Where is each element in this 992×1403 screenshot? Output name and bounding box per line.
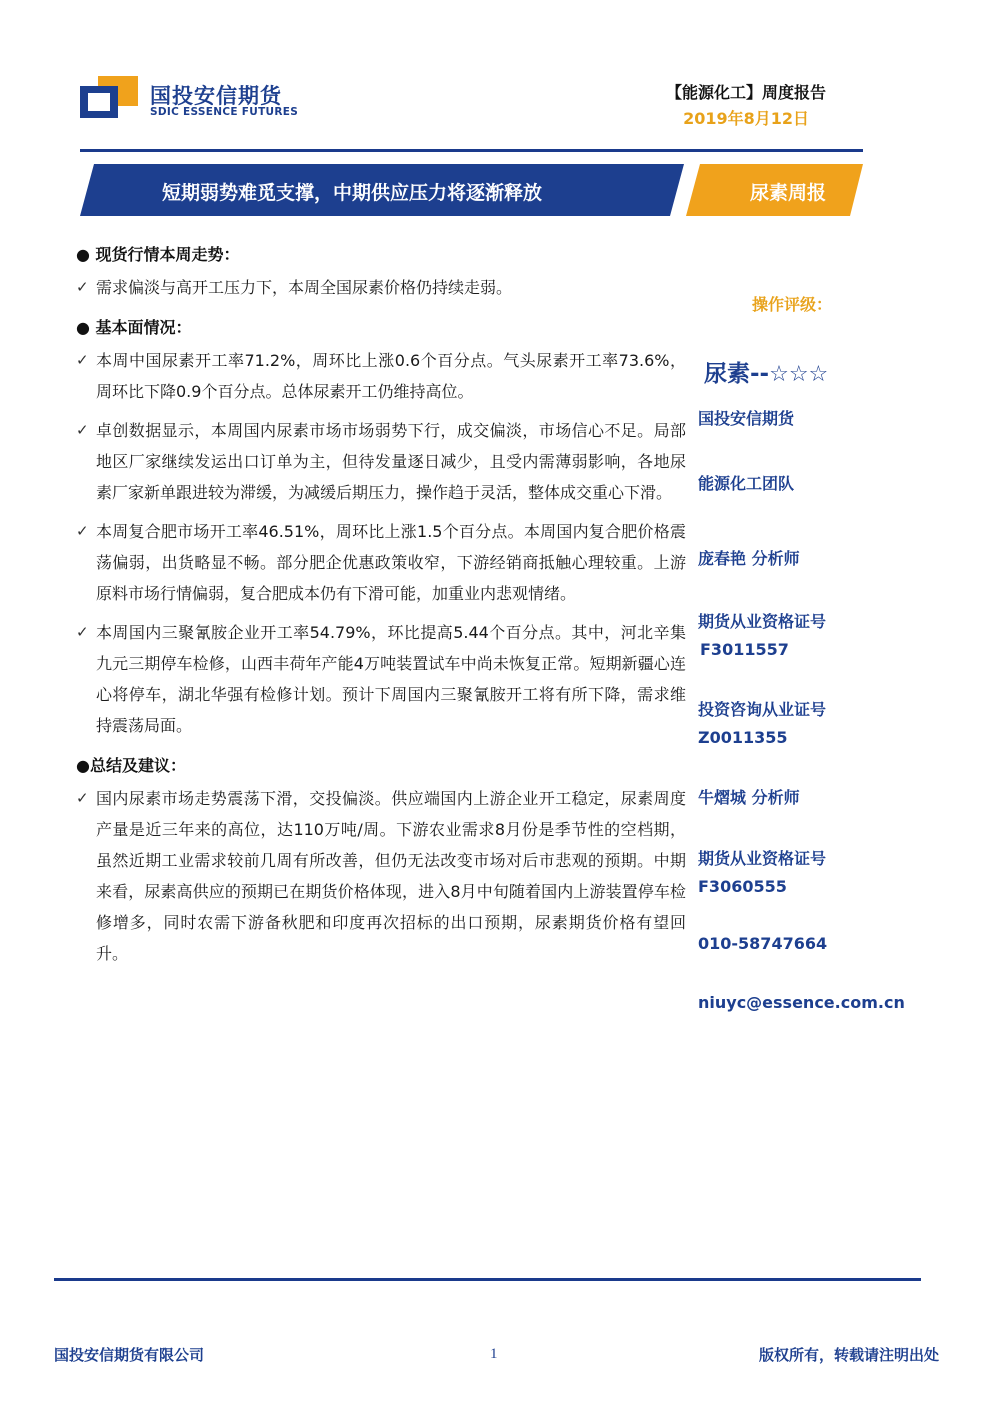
report-headline: 短期弱势难觅支撑，中期供应压力将逐渐释放: [162, 182, 543, 204]
bullet-item: [76, 516, 686, 609]
rating-label: 操作评级：: [752, 295, 833, 314]
cert-label: 期货从业资格证号: [698, 849, 827, 868]
bullet-text: 需求偏淡与高开工压力下，本周全国尿素价格仍持续走弱。: [96, 278, 513, 297]
checkmark-icon: ✓: [76, 278, 89, 296]
bullet-item: [76, 415, 686, 508]
bullet-item: [76, 345, 686, 407]
rating-product: 尿素--: [704, 361, 770, 387]
report-type: 【能源化工】周度报告: [665, 83, 826, 102]
bullet-text: 卓创数据显示，本周国内尿素市场市场弱势下行，成交偏淡，市场信心不足。局部地区厂家继续发运出口订单为主，但待发量逐日减少，且受内需薄弱影响，各地尿素厂家新单跟进较为滞缓，为减缓后期压力，操作趋于灵活，整体成交重心下滑。: [96, 421, 686, 502]
footer-copyright: 版权所有，转载请注明出处: [758, 1346, 939, 1364]
header-divider: [80, 149, 863, 152]
cert-number: F3060555: [698, 877, 787, 896]
analyst-name: 庞春艳 分析师: [698, 549, 800, 568]
company-name-cn: 国投安信期货: [150, 84, 282, 108]
phone-number: 010-58747664: [698, 934, 828, 953]
cert-label: 期货从业资格证号: [698, 612, 827, 631]
checkmark-icon: ✓: [76, 351, 89, 369]
page-number: 1: [490, 1346, 498, 1362]
section-heading: ● 现货行情本周走势：: [76, 245, 240, 264]
sidebar-team: 能源化工团队: [698, 474, 795, 493]
footer-divider: [54, 1278, 921, 1281]
checkmark-icon: ✓: [76, 421, 89, 439]
analyst-name: 牛熠城 分析师: [698, 788, 800, 807]
checkmark-icon: ✓: [76, 789, 89, 807]
checkmark-icon: ✓: [76, 522, 89, 540]
bullet-item: [76, 783, 686, 969]
report-tag: 尿素周报: [750, 182, 827, 204]
report-date: 2019年8月12日: [683, 109, 809, 128]
cert-number: F3011557: [700, 640, 789, 659]
company-name-en: SDIC ESSENCE FUTURES: [150, 106, 299, 118]
bullet-text: 本周复合肥市场开工率46.51%，周环比上涨1.5个百分点。本周国内复合肥价格震荡偏弱，出货略显不畅。部分肥企优惠政策收窄，下游经销商抵触心理较重。上游原料市场行情偏弱，复合肥成本仍有下滑可能，加重业内悲观情绪。: [96, 522, 686, 603]
report-body: [76, 238, 686, 977]
bullet-item: [76, 617, 686, 741]
bullet-text: 本周中国尿素开工率71.2%，周环比上涨0.6个百分点。气头尿素开工率73.6%，周环比下降0.9个百分点。总体尿素开工仍维持高位。: [96, 351, 686, 401]
company-logo-icon: [80, 76, 138, 118]
footer-company: 国投安信期货有限公司: [54, 1346, 205, 1364]
email-address: niuyc@essence.com.cn: [698, 993, 905, 1012]
section-heading: ●总结及建议：: [76, 756, 186, 775]
checkmark-icon: ✓: [76, 623, 89, 641]
section-heading: ● 基本面情况：: [76, 318, 192, 337]
bullet-text: 本周国内三聚氰胺企业开工率54.79%，环比提高5.44个百分点。其中，河北辛集九元三期停车检修，山西丰荷年产能4万吨装置试车中尚未恢复正常。短期新疆心连心将停车，湖北华强有检修计划。预计下周国内三聚氰胺开工将有所下降，需求维持震荡局面。: [96, 623, 686, 735]
sidebar-company: 国投安信期货: [698, 409, 795, 428]
bullet-text: 国内尿素市场走势震荡下滑，交投偏淡。供应端国内上游企业开工稳定，尿素周度产量是近三年来的高位，达110万吨/周。下游农业需求8月份是季节性的空档期，虽然近期工业需求较前几周有所改善，但仍无法改变市场对后市悲观的预期。中期来看，尿素高供应的预期已在期货价格体现，进入8月中旬随着国内上游装置停车检修增多，同时农需下游备秋肥和印度再次招标的出口预期，尿素期货价格有望回升。: [96, 789, 686, 963]
consult-label: 投资咨询从业证号: [698, 700, 827, 719]
rating-value: [704, 355, 928, 388]
bullet-item: [76, 272, 686, 303]
star-rating-icon: ☆☆☆: [769, 362, 829, 387]
consult-number: Z0011355: [698, 728, 788, 747]
analyst-sidebar: [698, 292, 928, 1012]
